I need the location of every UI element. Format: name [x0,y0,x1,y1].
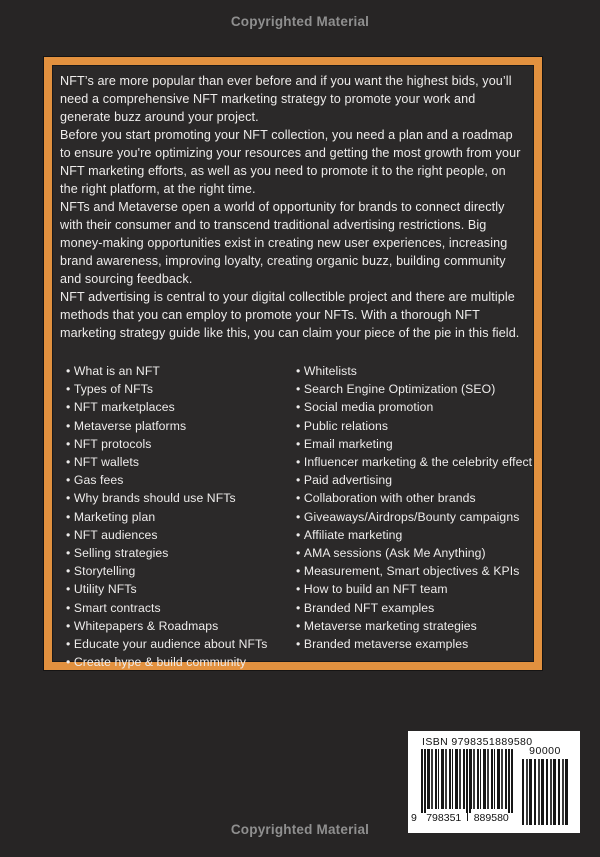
supplement-label: 90000 [529,745,561,757]
topic-item: • Branded metaverse examples [296,635,532,653]
topic-item: • Email marketing [296,435,532,453]
supplement-barcode [522,745,568,825]
topics-list-right [296,362,532,671]
blurb-paragraph: Before you start promoting your NFT collection, you need a plan and a roadmap to ensure you're optimizing your resources and getting the most growth from your NFT marketing efforts, as well as you need to promote it to the right people, on the right platform, at the right time. [60,128,521,196]
barcode-panel [408,731,580,833]
barcode-digit-lead: 9 [411,812,417,824]
topic-item: • Metaverse platforms [66,417,296,435]
topic-item: • AMA sessions (Ask Me Anything) [296,544,532,562]
topic-item: • Types of NFTs [66,380,296,398]
topic-item: • Public relations [296,417,532,435]
topic-item: • Gas fees [66,471,296,489]
topic-item: • Educate your audience about NFTs [66,635,296,653]
blurb-paragraph: NFTs and Metaverse open a world of opportunity for brands to connect directly with their consumer and to transcend traditional advertising restrictions. Big money-making opportunities exist in creating new user experiences, increasing brand awareness, improving loyalty, creating organic buzz, building community and sourcing feedback. [60,200,508,286]
topic-item: • Whitepapers & Roadmaps [66,617,296,635]
topic-item: • Selling strategies [66,544,296,562]
topic-item: • How to build an NFT team [296,580,532,598]
topic-item: • NFT marketplaces [66,398,296,416]
topic-item: • Whitelists [296,362,532,380]
topic-item: • What is an NFT [66,362,296,380]
topics-columns [60,362,533,671]
barcode-guard-right [508,749,513,821]
barcode-guard-left [421,749,426,821]
topic-item: • Paid advertising [296,471,532,489]
barcode-guard-middle [466,749,471,821]
supplement-bars [522,759,568,825]
topic-item: • Why brands should use NFTs [66,489,296,507]
topic-item: • Create hype & build community [66,653,296,671]
topic-item: • NFT protocols [66,435,296,453]
back-cover-blurb [60,72,526,342]
copyright-material-top: Copyrighted Material [230,14,370,29]
blurb-paragraph: NFT advertising is central to your digital collectible project and there are multiple methods that you can employ to promote your NFTs. With a thorough NFT marketing strategy guide like this, you can claim your piece of the pie in this field. [60,290,520,340]
topic-item: • Marketing plan [66,508,296,526]
topic-item: • Branded NFT examples [296,599,532,617]
topic-item: • NFT wallets [66,453,296,471]
blurb-paragraph: NFT’s are more popular than ever before and if you want the highest bids, you’ll need a comprehensive NFT marketing strategy to promote your work and generate buzz around your project. [60,74,512,124]
back-cover-frame [44,57,542,670]
barcode-digit-group1: 798351 [421,813,467,824]
topic-item: • Influencer marketing & the celebrity effect [296,453,532,471]
topic-item: • NFT audiences [66,526,296,544]
topic-item: • Smart contracts [66,599,296,617]
topic-item: • Collaboration with other brands [296,489,532,507]
topic-item: • Storytelling [66,562,296,580]
topic-item: • Affiliate marketing [296,526,532,544]
topic-item: • Search Engine Optimization (SEO) [296,380,532,398]
topic-item: • Social media promotion [296,398,532,416]
ean-barcode [411,749,513,824]
copyright-material-bottom: Copyrighted Material [230,822,370,837]
topic-item: • Metaverse marketing strategies [296,617,532,635]
isbn-label: ISBN 9798351889580 [422,736,533,748]
topic-item: • Giveaways/Airdrops/Bounty campaigns [296,508,532,526]
topics-list-left [66,362,296,671]
topic-item: • Utility NFTs [66,580,296,598]
barcode-digit-group2: 889580 [469,813,515,824]
topic-item: • Measurement, Smart objectives & KPIs [296,562,532,580]
